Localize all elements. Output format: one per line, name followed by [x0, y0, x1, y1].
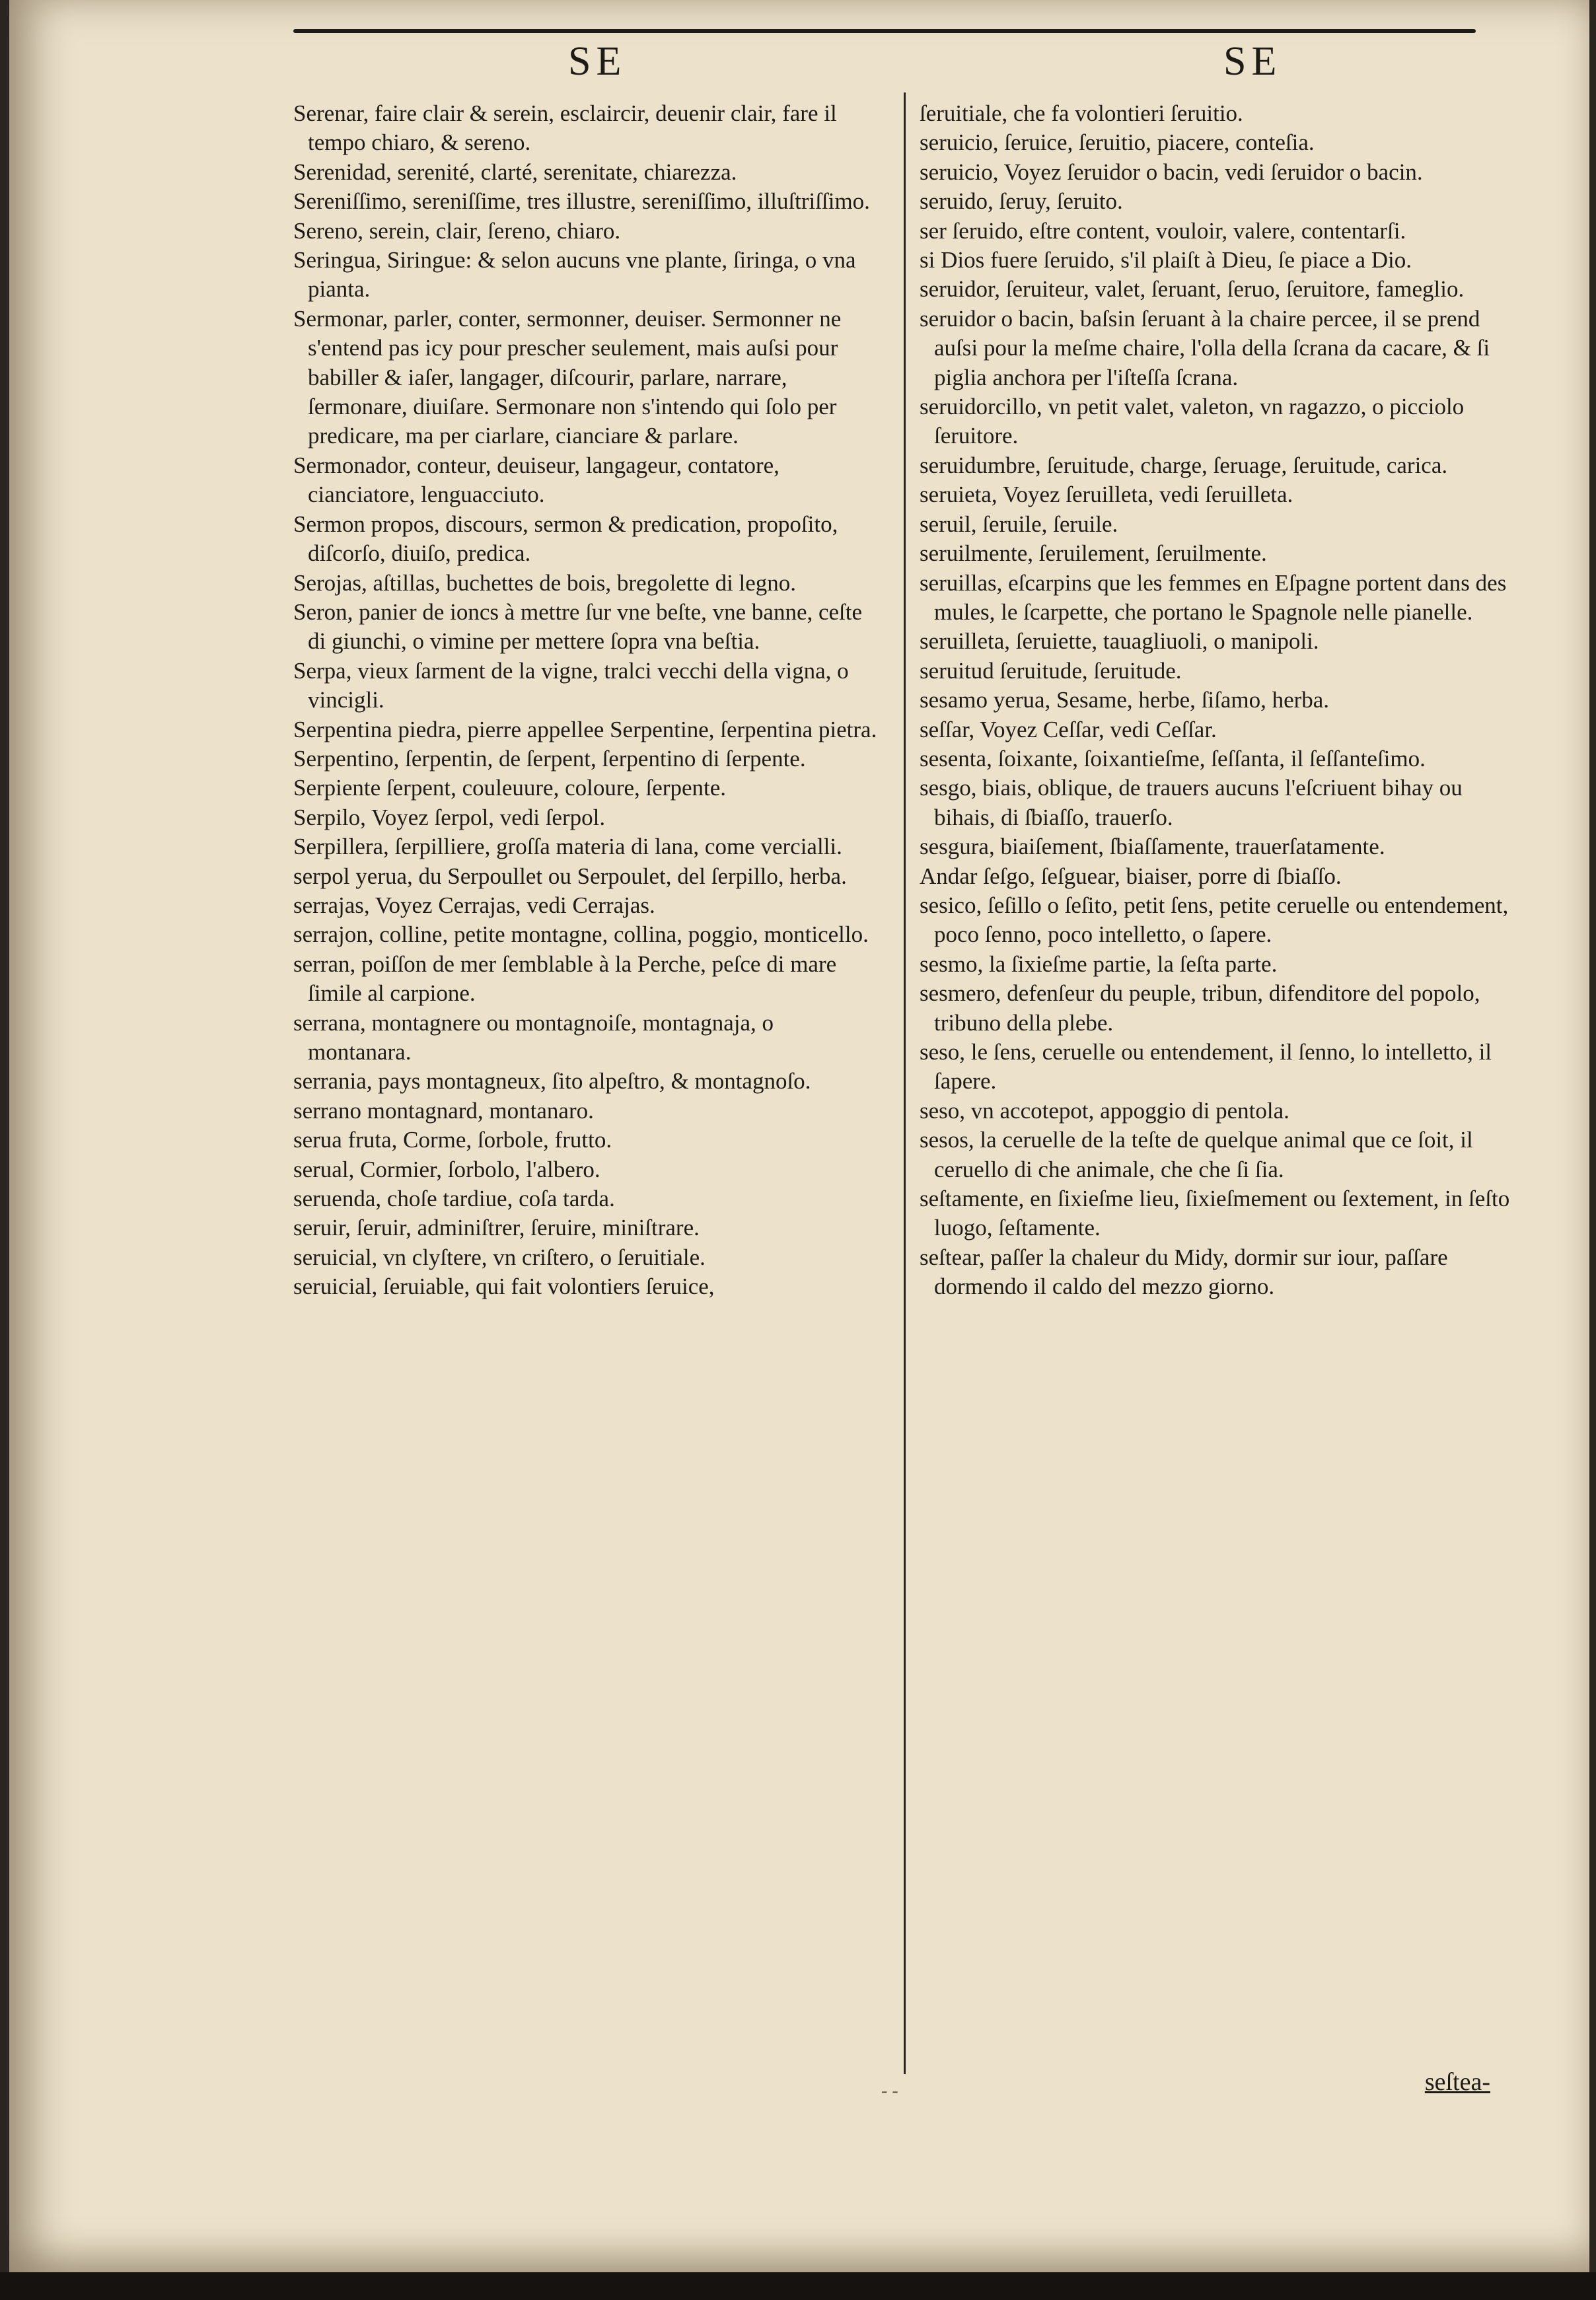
dictionary-entry: Serenidad, serenité, clarté, serenitate, chiarezza. — [293, 159, 737, 185]
dictionary-entry: Serpillera, ſerpilliere, groſſa materia di lana, come vercialli. — [293, 834, 842, 860]
dictionary-entry: Serpilo, Voyez ſerpol, vedi ſerpol. — [293, 804, 606, 830]
dictionary-entry: Serpentina piedra, pierre appellee Serpentine, ſerpentina pietra. — [293, 716, 877, 742]
dictionary-entry: serua fruta, Corme, ſorbole, frutto. — [293, 1127, 612, 1153]
dictionary-entry: seruicio, ſeruice, ſeruitio, piacere, conteſia. — [920, 129, 1315, 156]
dictionary-entry: sesamo yerua, Sesame, herbe, ſiſamo, herba. — [920, 687, 1330, 713]
dictionary-entry: seruicial, ſeruiable, qui fait volontiers ſeruice, — [293, 1274, 715, 1300]
footer-dash: ‑ ‑ — [881, 2081, 898, 2101]
dictionary-entry: seruil, ſeruile, ſeruile. — [920, 511, 1118, 537]
dictionary-entry: seruicio, Voyez ſeruidor o bacin, vedi ſeruidor o bacin. — [920, 159, 1423, 185]
dictionary-entry: seruieta, Voyez ſeruilleta, vedi ſeruilleta. — [920, 482, 1293, 508]
dictionary-entry: serrajon, colline, petite montagne, collina, poggio, monticello. — [293, 921, 869, 948]
dictionary-entry: seſtamente, en ſixieſme lieu, ſixieſmement ou ſextement, in ſeſto luogo, ſeſtamente. — [920, 1186, 1510, 1241]
dictionary-entry: seruenda, choſe tardiue, coſa tarda. — [293, 1186, 615, 1212]
dictionary-entry: seruicial, vn clyſtere, vn criſtero, o ſeruitiale. — [293, 1244, 706, 1270]
dictionary-entry: seruilmente, ſeruilement, ſeruilmente. — [920, 540, 1267, 567]
dictionary-entry: sesico, ſeſillo o ſeſito, petit ſens, petite ceruelle ou entendement, poco ſenno, poco intelletto, o ſapere. — [920, 892, 1509, 948]
dictionary-entry: seruidumbre, ſeruitude, charge, ſeruage, ſeruitude, carica. — [920, 452, 1448, 478]
running-head-left: SE — [568, 39, 627, 84]
dictionary-entry: seruidorcillo, vn petit valet, valeton, vn ragazzo, o picciolo ſeruitore. — [920, 394, 1465, 449]
dictionary-entry: serrania, pays montagneux, ſito alpeſtro, & montagnoſo. — [293, 1068, 811, 1095]
dictionary-entry: seso, le ſens, ceruelle ou entendement, il ſenno, lo intelletto, il ſapere. — [920, 1039, 1492, 1095]
dictionary-entry: Serpentino, ſerpentin, de ſerpent, ſerpentino di ſerpente. — [293, 745, 806, 772]
dictionary-entry: sesmo, la ſixieſme partie, la ſeſta parte. — [920, 951, 1278, 977]
dictionary-entry: Seron, panier de ioncs à mettre ſur vne beſte, vne banne, ceſte di giunchi, o vimine per mettere ſopra vna beſtia. — [293, 598, 863, 655]
running-head-right: SE — [1223, 39, 1282, 84]
dictionary-entry: seruitud ſeruitude, ſeruitude. — [920, 657, 1182, 684]
dictionary-entry: seſtear, paſſer la chaleur du Midy, dormir sur iour, paſſare dormendo il caldo del mezzo giorno. — [920, 1244, 1448, 1300]
dictionary-entry: Serpa, vieux ſarment de la vigne, tralci vecchi della vigna, o vincigli. — [293, 657, 849, 713]
dictionary-entry: sesgura, biaiſement, ſbiaſſamente, trauerſatamente. — [920, 834, 1385, 860]
dictionary-entry: seso, vn accotepot, appoggio di pentola. — [920, 1097, 1289, 1124]
dictionary-entry: serpol yerua, du Serpoullet ou Serpoulet, del ſerpillo, herba. — [293, 863, 847, 889]
dictionary-entry: Andar ſeſgo, ſeſguear, biaiser, porre di ſbiaſſo. — [920, 863, 1342, 889]
dictionary-entry: Sereno, serein, clair, ſereno, chiaro. — [293, 217, 621, 244]
dictionary-entry: sesenta, ſoixante, ſoixantieſme, ſeſſanta, il ſeſſanteſimo. — [920, 745, 1426, 772]
dictionary-entry: serrana, montagnere ou montagnoiſe, montagnaja, o montanara. — [293, 1009, 774, 1065]
dictionary-entry: Serpiente ſerpent, couleuure, coloure, ſerpente. — [293, 775, 726, 801]
header-rule — [293, 29, 1476, 33]
dictionary-entry: seruilleta, ſeruiette, tauagliuoli, o manipoli. — [920, 628, 1319, 655]
dictionary-entry: sesgo, biais, oblique, de trauers aucuns l'eſcriuent bihay ou bihais, di ſbiaſſo, trauerſo. — [920, 775, 1463, 830]
dictionary-entry: serran, poiſſon de mer ſemblable à la Perche, peſce di mare ſimile al carpione. — [293, 951, 837, 1007]
dictionary-entry: Sermonar, parler, conter, sermonner, deuiser. Sermonner ne s'entend pas icy pour prescher seulement, mais auſsi pour babiller & iaſer, langager, diſcourir, parlare, narrare, ſermonare, diuiſare. Sermonare non s'intendo qui ſolo per predicare, ma per ciarlare, cianciare & parlare. — [293, 305, 842, 449]
right-column — [920, 99, 1511, 1302]
dictionary-entry: Sermonador, conteur, deuiseur, langageur, contatore, cianciatore, lenguacciuto. — [293, 452, 780, 508]
dictionary-page — [9, 0, 1589, 2272]
dictionary-entry: serual, Cormier, ſorbolo, l'albero. — [293, 1156, 600, 1182]
scan-bottom-edge — [0, 2272, 1596, 2300]
dictionary-entry: seruido, ſeruy, ſeruito. — [920, 188, 1123, 215]
dictionary-entry: seruillas, eſcarpins que les femmes en Eſpagne portent dans des mules, le ſcarpette, che portano le Spagnole nelle pianelle. — [920, 569, 1507, 625]
dictionary-entry: Seringua, Siringue: & selon aucuns vne plante, ſiringa, o vna pianta. — [293, 247, 856, 303]
dictionary-entry: sesos, la ceruelle de la teſte de quelque animal que ce ſoit, il ceruello di che animale, che che ſi ſia. — [920, 1127, 1473, 1182]
dictionary-entry: Serojas, aſtillas, buchettes de bois, bregolette di legno. — [293, 569, 797, 596]
dictionary-entry: seruir, ſeruir, adminiſtrer, ſeruire, miniſtrare. — [293, 1215, 700, 1241]
dictionary-entry: Sermon propos, discours, sermon & predication, propoſito, diſcorſo, diuiſo, predica. — [293, 511, 838, 567]
dictionary-entry: Sereniſſimo, sereniſſime, tres illustre, sereniſſimo, illuſtriſſimo. — [293, 188, 870, 215]
dictionary-entry: si Dios fuere ſeruido, s'il plaiſt à Dieu, ſe piace a Dio. — [920, 247, 1412, 273]
dictionary-entry: sesmero, defenſeur du peuple, tribun, difenditore del popolo, tribuno della plebe. — [920, 980, 1480, 1036]
dictionary-entry: serrano montagnard, montanaro. — [293, 1097, 594, 1124]
dictionary-entry: ser ſeruido, eſtre content, vouloir, valere, contentarſi. — [920, 217, 1406, 244]
dictionary-entry: seſſar, Voyez Ceſſar, vedi Ceſſar. — [920, 716, 1217, 742]
left-column — [293, 99, 881, 1302]
dictionary-entry: seruidor o bacin, baſsin ſeruant à la chaire percee, il se prend auſsi pour la meſme chaire, l'olla della ſcrana da cacare, & ſi piglia anchora per l'iſteſſa ſcrana. — [920, 305, 1490, 390]
catchword: seſtea- — [1424, 2068, 1490, 2096]
dictionary-entry: Serenar, faire clair & serein, esclaircir, deuenir clair, fare il tempo chiaro, & sereno. — [293, 100, 837, 156]
dictionary-entry: seruidor, ſeruiteur, valet, ſeruant, ſeruo, ſeruitore, fameglio. — [920, 276, 1465, 303]
dictionary-entry: ſeruitiale, che fa volontieri ſeruitio. — [920, 100, 1243, 126]
column-divider — [904, 92, 906, 2074]
dictionary-entry: serrajas, Voyez Cerrajas, vedi Cerrajas. — [293, 892, 655, 918]
